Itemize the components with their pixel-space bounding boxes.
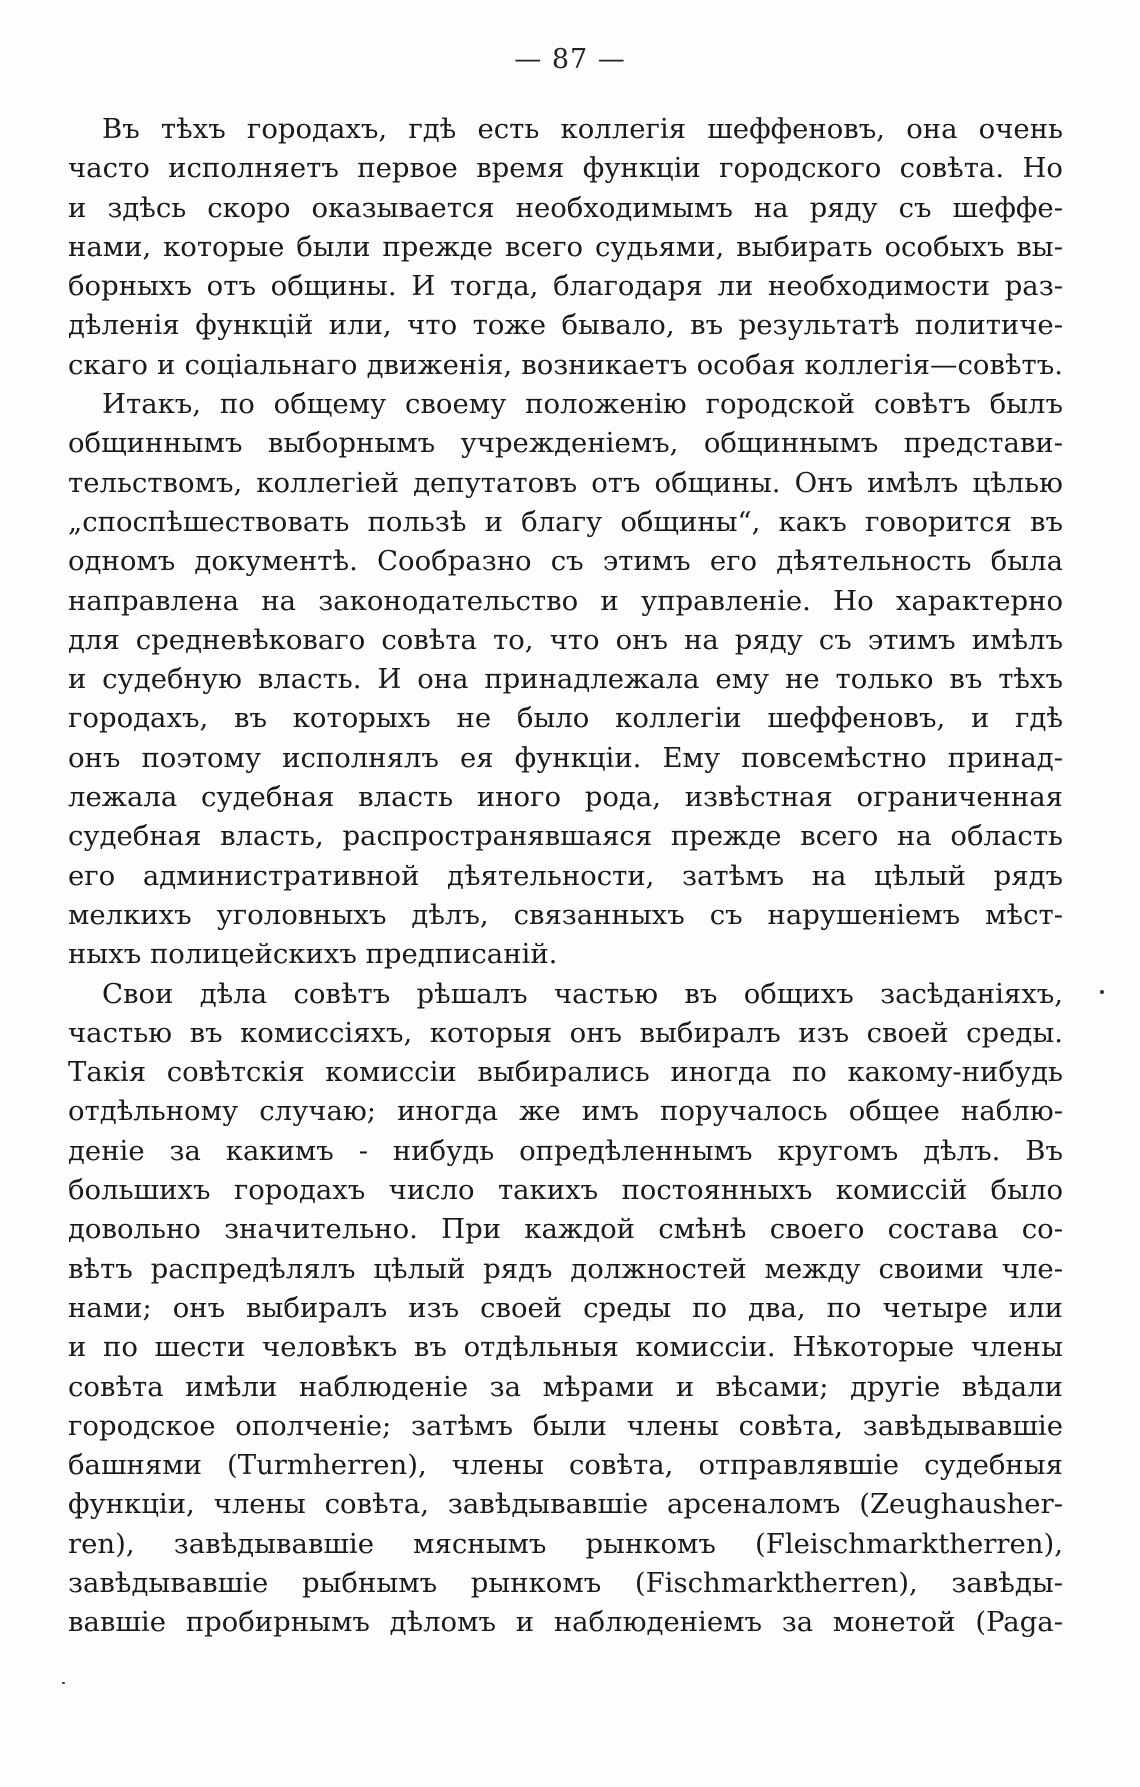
text-line: ныхъ полицейскихъ предписаній. [68, 938, 558, 971]
text-line: функціи, члены совѣта, завѣдывавшіе арсеналомъ (Zeughausher- [68, 1488, 1063, 1521]
text-line: „споспѣшествовать пользѣ и благу общины“, какъ говорится въ [68, 505, 1063, 538]
text-line: нами, которые были прежде всего судьями, выбирать особыхъ вы- [68, 230, 1063, 263]
body-text [68, 110, 1063, 1643]
text-line: деніе за какимъ - нибудь опредѣленнымъ кругомъ дѣлъ. Въ [68, 1134, 1063, 1167]
text-line: дѣленія функцій или, что тоже бывало, въ результатѣ политиче- [68, 309, 1063, 342]
text-line: и судебную власть. И она принадлежала ему не только въ тѣхъ [68, 663, 1063, 696]
text-line: тельствомъ, коллегіей депутатовъ отъ общины. Онъ имѣлъ цѣлью [68, 466, 1063, 499]
text-line: часто исполняетъ первое время функціи городского совѣта. Но [68, 152, 1063, 185]
text-line: и по шести человѣкъ въ отдѣльныя комиссіи. Нѣкоторые члены [68, 1331, 1063, 1364]
paragraph-3 [68, 975, 1063, 1643]
text-line: его административной дѣятельности, затѣмъ на цѣлый рядъ [68, 859, 1063, 892]
text-line: Свои дѣла совѣтъ рѣшалъ частью въ общихъ засѣданіяхъ, [102, 977, 1063, 1010]
text-line: довольно значительно. При каждой смѣнѣ своего состава со- [68, 1213, 1063, 1246]
text-line: городахъ, въ которыхъ не было коллегіи шеффеновъ, и гдѣ [68, 702, 1063, 735]
scan-speck [62, 1682, 65, 1684]
text-line: мелкихъ уголовныхъ дѣлъ, связанныхъ съ нарушеніемъ мѣст- [68, 898, 1063, 931]
paragraph-1 [68, 110, 1063, 385]
text-line: лежала судебная власть иного рода, извѣстная ограниченная [68, 781, 1063, 814]
text-line: Такія совѣтскія комиссіи выбирались иногда по какому-нибудь [68, 1056, 1063, 1089]
text-line: городское ополченіе; затѣмъ были члены совѣта, завѣдывавшіе [68, 1409, 1063, 1442]
text-line: вавшіе пробирнымъ дѣломъ и наблюденіемъ за монетой (Paga- [68, 1606, 1063, 1639]
text-line: и здѣсь скоро оказывается необходимымъ на ряду съ шеффе- [68, 191, 1063, 224]
text-line: борныхъ отъ общины. И тогда, благодаря ли необходимости раз- [68, 270, 1063, 303]
text-line: отдѣльному случаю; иногда же имъ поручалось общее наблю- [68, 1095, 1063, 1128]
text-line: общиннымъ выборнымъ учрежденіемъ, общиннымъ представи- [68, 427, 1063, 460]
text-line: судебная власть, распространявшаяся прежде всего на область [68, 820, 1063, 853]
text-line: одномъ документѣ. Сообразно съ этимъ его дѣятельность была [68, 545, 1063, 578]
text-line: башнями (Turmherren), члены совѣта, отправлявшіе судебныя [68, 1449, 1063, 1482]
text-line: завѣдывавшіе рыбнымъ рынкомъ (Fischmarktherren), завѣды- [68, 1566, 1063, 1599]
text-line: совѣта имѣли наблюденіе за мѣрами и вѣсами; другіе вѣдали [68, 1370, 1063, 1403]
text-line: ren), завѣдывавшіе мяснымъ рынкомъ (Fleischmarktherren), [68, 1527, 1063, 1560]
page-number: — 87 — [514, 44, 626, 75]
text-line: Итакъ, по общему своему положенію городской совѣтъ былъ [102, 388, 1063, 421]
text-line: скаго и соціальнаго движенія, возникаетъ особая коллегія—совѣтъ. [68, 348, 1063, 381]
scan-speck [1100, 990, 1104, 994]
text-line: частью въ комиссіяхъ, которыя онъ выбиралъ изъ своей среды. [68, 1016, 1063, 1049]
paragraph-2 [68, 385, 1063, 974]
text-line: нами; онъ выбиралъ изъ своей среды по два, по четыре или [68, 1291, 1063, 1324]
text-line: вѣтъ распредѣлялъ цѣлый рядъ должностей между своими чле- [68, 1252, 1063, 1285]
text-line: онъ поэтому исполнялъ ея функціи. Ему повсемѣстно принад- [68, 741, 1063, 774]
text-line: большихъ городахъ число такихъ постоянныхъ комиссій было [68, 1174, 1063, 1207]
text-line: для средневѣковаго совѣта то, что онъ на ряду съ этимъ имѣлъ [68, 623, 1063, 656]
text-line: направлена на законодательство и управленіе. Но характерно [68, 584, 1063, 617]
text-line: Въ тѣхъ городахъ, гдѣ есть коллегія шеффеновъ, она очень [102, 113, 1063, 145]
